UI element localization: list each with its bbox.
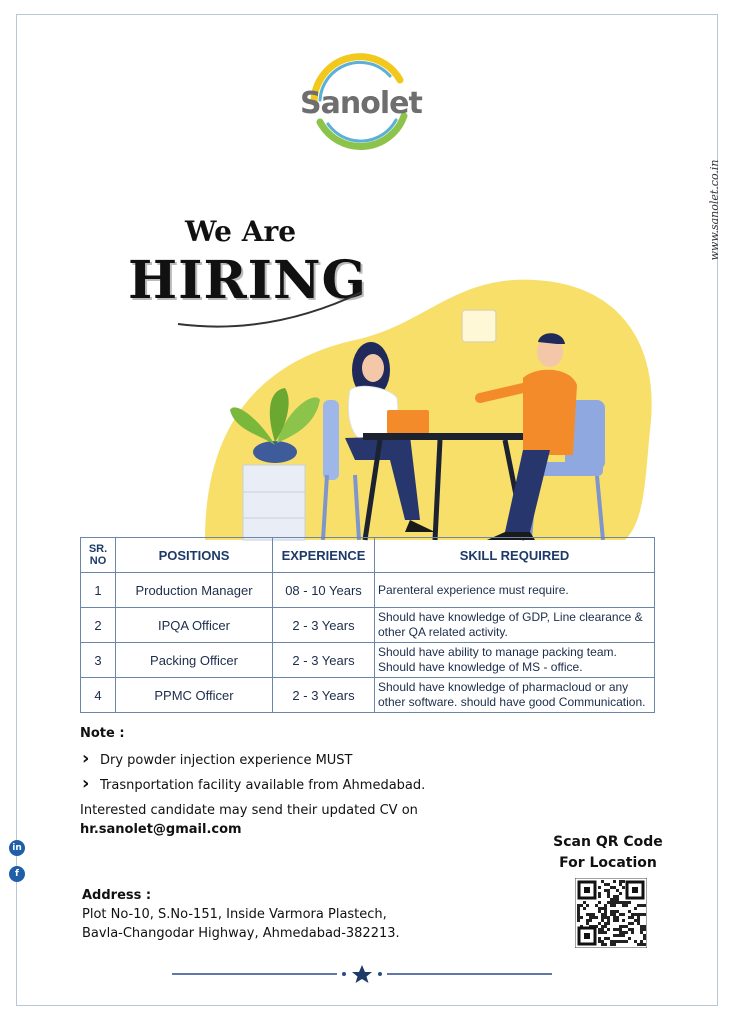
- wall-clock-icon: [462, 310, 496, 342]
- note-title: Note :: [80, 726, 125, 741]
- row-position: PPMC Officer: [116, 678, 273, 713]
- brand-logo: [300, 50, 420, 165]
- header-positions: POSITIONS: [116, 538, 273, 573]
- row-skill: [375, 608, 655, 643]
- row-skill: [375, 678, 655, 713]
- table-header-row: [81, 538, 655, 573]
- headline-we-are: We Are: [185, 215, 297, 248]
- row-position: IPQA Officer: [116, 608, 273, 643]
- cv-instruction: Interested candidate may send their updated CV on: [80, 803, 418, 818]
- table-row: [81, 678, 655, 713]
- qr-caption-line1: Scan QR Code: [553, 834, 663, 850]
- row-experience: 2 - 3 Years: [273, 608, 375, 643]
- header-experience: EXPERIENCE: [273, 538, 375, 573]
- row-skill: [375, 643, 655, 678]
- row-sr: 4: [81, 678, 116, 713]
- row-sr: 2: [81, 608, 116, 643]
- row-skill-line1: Parenteral experience must require.: [378, 582, 569, 597]
- job-positions-table: [80, 537, 655, 713]
- address-line-1: Plot No-10, S.No-151, Inside Varmora Plastech,: [82, 907, 387, 922]
- note-item: [82, 748, 353, 769]
- website-url[interactable]: www.sanolet.co.in: [708, 159, 721, 261]
- footer-divider: [172, 962, 552, 984]
- address-title: Address :: [82, 888, 152, 903]
- note-item: [82, 773, 425, 794]
- note-item-text: Trasnportation facility available from Ahmedabad.: [100, 778, 426, 793]
- row-experience: 08 - 10 Years: [273, 573, 375, 608]
- facebook-icon[interactable]: f: [9, 866, 25, 882]
- star-icon: [352, 965, 372, 983]
- row-position: Packing Officer: [116, 643, 273, 678]
- row-experience: 2 - 3 Years: [273, 643, 375, 678]
- table-row: [81, 608, 655, 643]
- table-row: [81, 573, 655, 608]
- chevron-right-icon: ›: [82, 773, 90, 794]
- header-sr-no: SR. NO: [81, 538, 116, 573]
- location-qr-code[interactable]: [575, 878, 647, 948]
- contact-email[interactable]: hr.sanolet@gmail.com: [80, 822, 242, 837]
- address-line-2: Bavla-Changodar Highway, Ahmedabad-382213.: [82, 926, 400, 941]
- row-skill-line1: Should have knowledge of GDP, Line clearance &: [378, 610, 643, 624]
- brand-name: Sanolet: [300, 86, 422, 121]
- row-skill-line1: Should have knowledge of pharmacloud or any: [378, 680, 629, 694]
- table-row: [81, 643, 655, 678]
- note-item-text: Dry powder injection experience MUST: [100, 753, 353, 768]
- qr-caption-line2: For Location: [559, 855, 657, 871]
- row-skill-line2: other software. should have good Communication.: [378, 695, 646, 709]
- row-position: Production Manager: [116, 573, 273, 608]
- qr-caption: [548, 832, 668, 874]
- row-skill-line2: other QA related activity.: [378, 625, 508, 639]
- row-skill-line2: Should have knowledge of MS - office.: [378, 660, 583, 674]
- linkedin-icon[interactable]: in: [9, 840, 25, 856]
- row-skill: [375, 573, 655, 608]
- row-skill-line1: Should have ability to manage packing team.: [378, 645, 617, 659]
- row-sr: 3: [81, 643, 116, 678]
- header-skill-required: SKILL REQUIRED: [375, 538, 655, 573]
- row-experience: 2 - 3 Years: [273, 678, 375, 713]
- interview-illustration: [205, 270, 675, 555]
- headline-hiring: HIRING: [128, 250, 367, 311]
- row-sr: 1: [81, 573, 116, 608]
- chevron-right-icon: ›: [82, 748, 90, 769]
